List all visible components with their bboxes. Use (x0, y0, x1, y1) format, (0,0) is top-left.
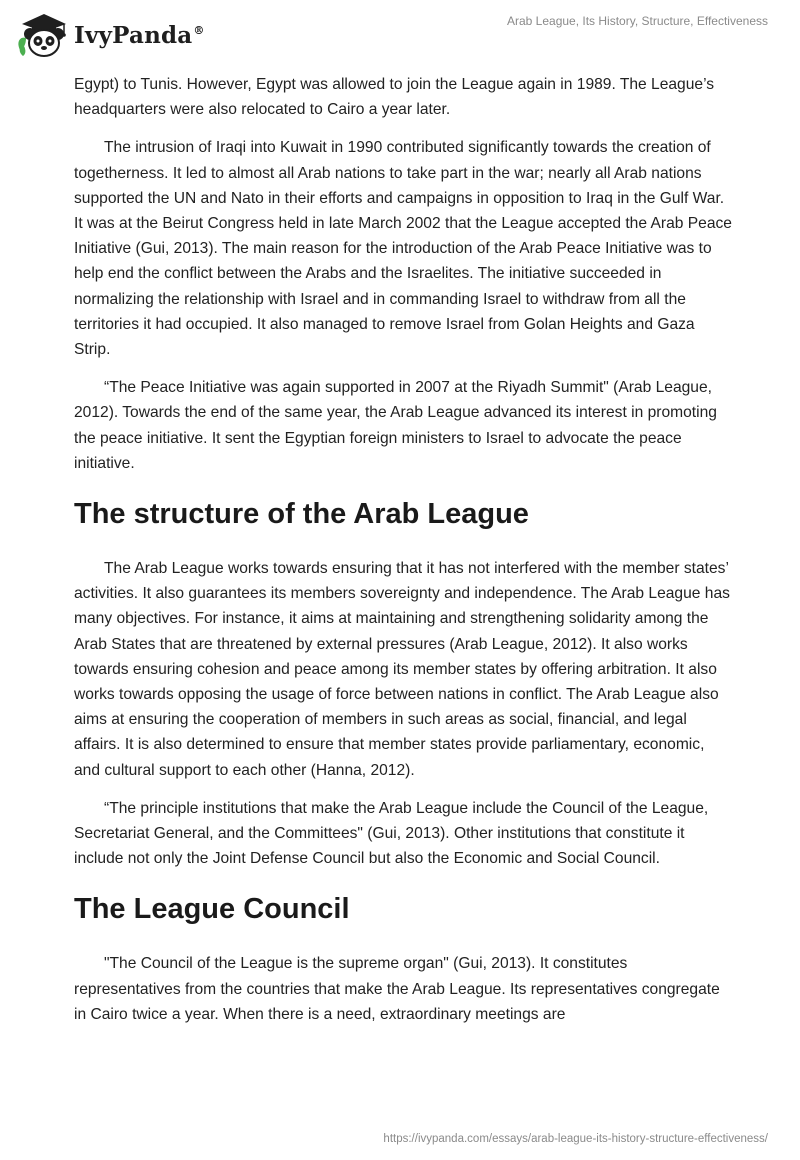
brand-name: IvyPanda® (74, 21, 205, 49)
panda-graduate-icon (14, 10, 70, 60)
paragraph: "The Council of the League is the supreme organ" (Gui, 2013). It constitutes representatives from the countries that make the Arab League. Its representatives congregate in Cairo twice a year. When there is a need, extraordinary meetings are (74, 955, 720, 1023)
paragraph: The Arab League works towards ensuring that it has not interfered with the member states’ activities. It also guarantees its members sovereignty and independence. The Arab League has many objectives. For instance, it aims at maintaining and strengthening solidarity among the Arab States that are threatened by external pressures (Arab League, 2012). It also works towards ensuring cohesion and peace among its member states by offering arbitration. It also works towards opposing the usage of force between nations in conflict. The Arab League also aims at ensuring the cooperation of members in such areas as social, financial, and legal affairs. It is also determined to ensure that member states provide parliamentary, economic, and cultural support to each other (Hanna, 2012). (74, 560, 730, 779)
source-url[interactable]: https://ivypanda.com/essays/arab-league-its-history-structure-effectiveness/ (383, 1133, 768, 1145)
paragraph: “The principle institutions that make the Arab League include the Council of the League, Secretariat General, and the Committees" (Gui, 2013). Other institutions that constitute it include not only the Joint Defense Council but also the Economic and Social Council. (74, 799, 709, 868)
paragraph: “The Peace Initiative was again supported in 2007 at the Riyadh Summit" (Arab League, 2012). Towards the end of the same year, the Arab League advanced its interest in promoting the peace initiative. It sent the Egyptian foreign ministers to Israel to advocate the peace initiative. (74, 379, 717, 472)
essay-body (74, 72, 734, 1040)
page-header (0, 0, 800, 70)
section-heading-structure: The structure of the Arab League (74, 498, 529, 531)
ivypanda-logo[interactable] (14, 10, 205, 60)
paragraph: The intrusion of Iraqi into Kuwait in 1990 contributed significantly towards the creation of togetherness. It led to almost all Arab nations to take part in the war; nearly all Arab nations supported the UN and Nato in their efforts and campaigns in opposition to Iraq in the Gulf War. It was at the Beirut Congress held in late March 2002 that the League accepted the Arab Peace Initiative (Gui, 2013). The main reason for the introduction of the Arab Peace Initiative was to help end the conflict between the Arabs and the Israelites. The initiative succeeded in normalizing the relationship with Israel and in commanding Israel to withdraw from all the territories it had occupied. It also managed to remove Israel from Golan Heights and Gaza Strip. (74, 139, 732, 359)
document-title: Arab League, Its History, Structure, Effectiveness (506, 14, 768, 28)
section-heading-league-council: The League Council (74, 893, 350, 926)
paragraph: Egypt) to Tunis. However, Egypt was allowed to join the League again in 1989. The League’s headquarters were also relocated to Cairo a year later. (74, 76, 715, 119)
